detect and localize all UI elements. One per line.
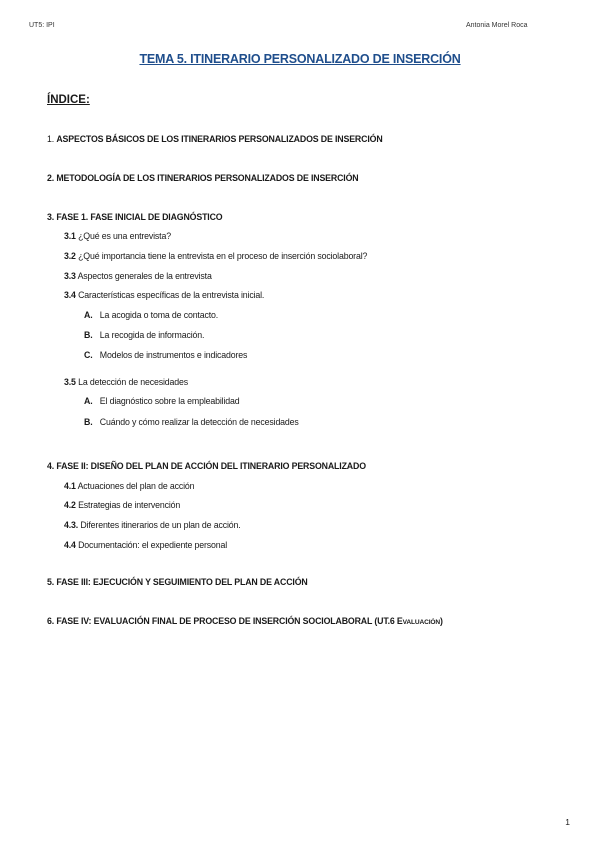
toc-text: FASE 1. FASE INICIAL DE DIAGNÓSTICO (56, 212, 223, 222)
header-right: Antonia Morel Roca (466, 22, 528, 29)
toc-text: ¿Qué es una entrevista? (78, 231, 171, 241)
header-left: UT5: IPI (29, 22, 55, 29)
toc-text: Cuándo y cómo realizar la detección de necesidades (99, 417, 299, 427)
toc-text: La acogida o toma de contacto. (99, 310, 219, 320)
toc-text: FASE II: DISEÑO DEL PLAN DE ACCIÓN DEL ITINERARIO PERSONALIZADO (56, 461, 366, 471)
toc-entry-4-1 (64, 481, 194, 491)
toc-number: 4. (47, 461, 55, 471)
toc-number: 3.3 (64, 271, 76, 281)
toc-number: 4.1 (64, 481, 76, 491)
document-title: TEMA 5. ITINERARIO PERSONALIZADO DE INSERCIÓN (139, 52, 461, 66)
toc-number: 4.4 (64, 540, 76, 550)
toc-entry-3-3 (64, 271, 212, 281)
toc-number: 3.4 (64, 290, 76, 300)
toc-number: 5. (47, 577, 55, 587)
toc-text: La detección de necesidades (78, 377, 188, 387)
toc-text: Modelos de instrumentos e indicadores (99, 350, 248, 360)
toc-number: B. (84, 417, 93, 427)
toc-text: ¿Qué importancia tiene la entrevista en el proceso de inserción sociolaboral? (78, 251, 368, 261)
toc-text-close: ) (440, 616, 443, 626)
toc-number: A. (84, 396, 93, 406)
toc-entry-3-2 (64, 251, 367, 261)
toc-number: C. (84, 350, 93, 360)
toc-entry-1 (47, 134, 383, 144)
toc-entry-6 (47, 616, 443, 626)
toc-number: 4.3. (64, 520, 79, 530)
toc-entry-4-2 (64, 500, 180, 510)
toc-text: Documentación: el expediente personal (78, 540, 228, 550)
toc-text: Características específicas de la entrevista inicial. (78, 290, 265, 300)
toc-text: Aspectos generales de la entrevista (77, 271, 212, 281)
toc-entry-2 (47, 173, 359, 183)
index-heading: ÍNDICE: (47, 94, 90, 106)
toc-text: Actuaciones del plan de acción (77, 481, 195, 491)
toc-number: 3.2 (64, 251, 76, 261)
toc-entry-3-4 (64, 290, 264, 300)
toc-text: ASPECTOS BÁSICOS DE LOS ITINERARIOS PERSONALIZADOS DE INSERCIÓN (56, 134, 383, 144)
toc-entry-4 (47, 461, 366, 471)
toc-number: 3.5 (64, 377, 76, 387)
page-number: 1 (565, 817, 570, 827)
toc-text: METODOLOGÍA DE LOS ITINERARIOS PERSONALIZADOS DE INSERCIÓN (56, 173, 359, 183)
toc-number: 3. (47, 212, 55, 222)
toc-entry-3-4-c (84, 350, 247, 360)
toc-text-smallcaps: VALUACIÓN (402, 619, 441, 626)
toc-number: 4.2 (64, 500, 76, 510)
toc-number: 2. (47, 173, 55, 183)
toc-entry-3-4-a (84, 310, 218, 320)
toc-number: 1. (47, 134, 55, 144)
toc-number: 3.1 (64, 231, 76, 241)
toc-text: El diagnóstico sobre la empleabilidad (99, 396, 240, 406)
toc-entry-3-5-b (84, 417, 299, 427)
toc-entry-5 (47, 577, 308, 587)
toc-number: 6. (47, 616, 55, 626)
toc-number: B. (84, 330, 93, 340)
toc-entry-4-3 (64, 520, 241, 530)
toc-entry-3-4-b (84, 330, 204, 340)
toc-entry-3-5-a (84, 396, 240, 406)
toc-text: FASE III: EJECUCIÓN Y SEGUIMIENTO DEL PLAN DE ACCIÓN (56, 577, 308, 587)
toc-text: Estrategias de intervención (78, 500, 181, 510)
toc-entry-4-4 (64, 540, 227, 550)
toc-entry-3 (47, 212, 223, 222)
toc-text: FASE IV: EVALUACIÓN FINAL DE PROCESO DE INSERCIÓN SOCIOLABORAL (UT.6 E (56, 616, 403, 626)
toc-text: La recogida de información. (99, 330, 205, 340)
toc-entry-3-5 (64, 377, 188, 387)
toc-text: Diferentes itinerarios de un plan de acción. (80, 520, 241, 530)
toc-entry-3-1 (64, 231, 171, 241)
toc-number: A. (84, 310, 93, 320)
